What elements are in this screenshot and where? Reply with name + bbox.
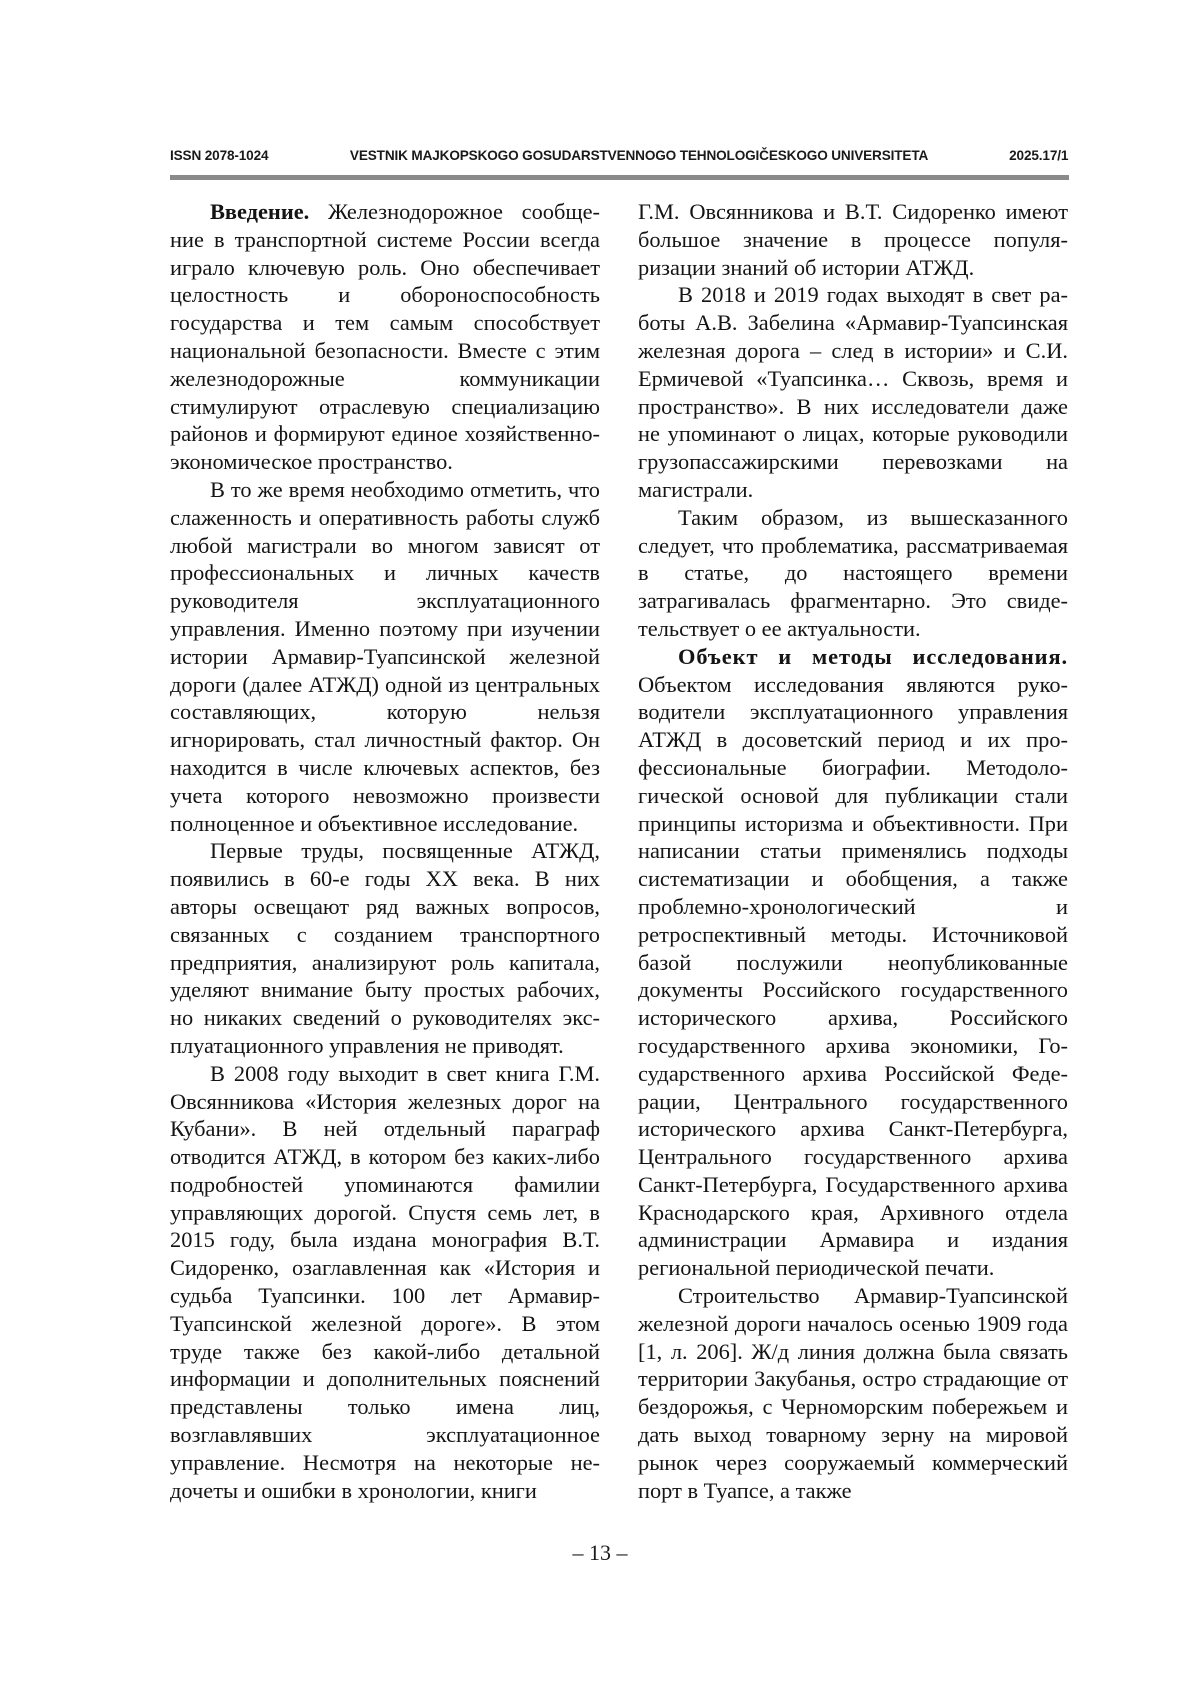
running-header (170, 148, 1069, 163)
header-rule (170, 175, 1069, 180)
methods-heading: Объект и методы исследования. (678, 643, 1068, 669)
page-number: – 13 – (572, 1540, 628, 1565)
methods-text: Объектом исследования являются руководители эксплуатационного управления АТЖД в досоветский период и их профессиональные биографии. Методологической основой для публикации стали принципы историзма и объективности. При написании статьи применялись подходы систематизации и обобщения, а также проблемно-хронологический и ретроспективный методы. Источниковой базой послужили неопубликованные документы Российского государственного исторического архива, Российского государственного архива экономики, Государственного архива Российской Федерации, Центрального государственного исторического архива Санкт-Петербурга, Центрального государственного архива Санкт-Петербурга, Государственного архива Краснодарского края, Архивного отдела администрации Армавира и издания региональной периодической печати. (638, 671, 1068, 1281)
right-column (638, 198, 1068, 1504)
body-paragraph: В 2018 и 2019 годах выходят в свет работы А.В. Забелина «Армавир-Туапсинская железная дорога – след в истории» и С.И. Ермичевой «Туапсинка… Сквозь, время и пространство». В них исследователи даже не упоминают о лицах, которые руководили грузопассажирскими перевозками на магистрали. (638, 282, 1068, 502)
intro-paragraph (170, 198, 600, 476)
intro-text: Железнодорожное сообщение в транспортной системе России всегда играло ключевую роль. Оно обеспечивает целостность и обороноспособность государства и тем самым способствует национальной безопасности. Вместе с этим железнодорожные коммуникации стимулируют отраслевую специализацию районов и формируют единое хозяйственно-экономическое пространство. (170, 199, 600, 475)
body-paragraph: Г.М. Овсянникова и В.Т. Сидоренко имеют большое значение в процессе популяризации знаний об истории АТЖД. (638, 199, 1068, 280)
body-paragraph: Строительство Армавир-Туапсинской железной дороги началось осенью 1909 года [1, л. 206]. Ж/д линия должна была связать территории Закубанья, остро страдающие от бездорожья, с Черноморским побережьем и дать выход товарному зерну на мировой рынок через сооружаемый коммерческий порт в Туапсе, а также (638, 1283, 1068, 1503)
methods-paragraph (638, 643, 1068, 1282)
left-column (170, 198, 600, 1504)
body-paragraph: Таким образом, из вышесказанного следует, что проблематика, рассматриваемая в статье, до настоящего времени затрагивалась фрагментарно. Это свидетельствует о ее актуальности. (638, 504, 1068, 641)
intro-heading: Введение. (210, 199, 310, 224)
header-journal: VESTNIK MAJKOPSKOGO GOSUDARSTVENNOGO TEHNOLOGIČESKOGO UNIVERSITETA (349, 148, 928, 163)
body-paragraph: В 2008 году выходит в свет книга Г.М. Овсянникова «История железных дорог на Кубани». В ней отдельный параграф отводится АТЖД, в котором без каких-либо подробностей упоминаются фамилии управляющих дорогой. Спустя семь лет, в 2015 году, была издана монография В.Т. Сидоренко, озаглавленная как «История и судьба Туапсинки. 100 лет Армавир-Туапсинской железной дороге». В этом труде также без какой-либо детальной информации и дополнительных пояснений представлены только имена лиц, возглавлявших эксплуатационное управление. Несмотря на некоторые недочеты и ошибки в хронологии, книги (170, 1060, 600, 1503)
header-issue: 2025.17/1 (1009, 148, 1069, 163)
body-paragraph: В то же время необходимо отметить, что слаженность и оперативность работы служб любой магистрали во многом зависят от профессиональных и личных качеств руководителя эксплуатационного управления. Именно поэтому при изучении истории Армавир-Туапсинской железной дороги (далее АТЖД) одной из центральных составляющих, которую нельзя игнорировать, стал личностный фактор. Он находится в числе ключевых аспектов, без учета которого невозможно произвести полноценное и объективное исследование. (170, 476, 600, 836)
header-issn: ISSN 2078-1024 (170, 148, 269, 163)
body-paragraph: Первые труды, посвященные АТЖД, появились в 60-е годы XX века. В них авторы освещают ряд важных вопросов, связанных с созданием транспортного предприятия, анализируют роль капитала, уделяют внимание быту простых рабочих, но никаких сведений о руководителях эксплуатационного управления не приводят. (170, 838, 600, 1058)
